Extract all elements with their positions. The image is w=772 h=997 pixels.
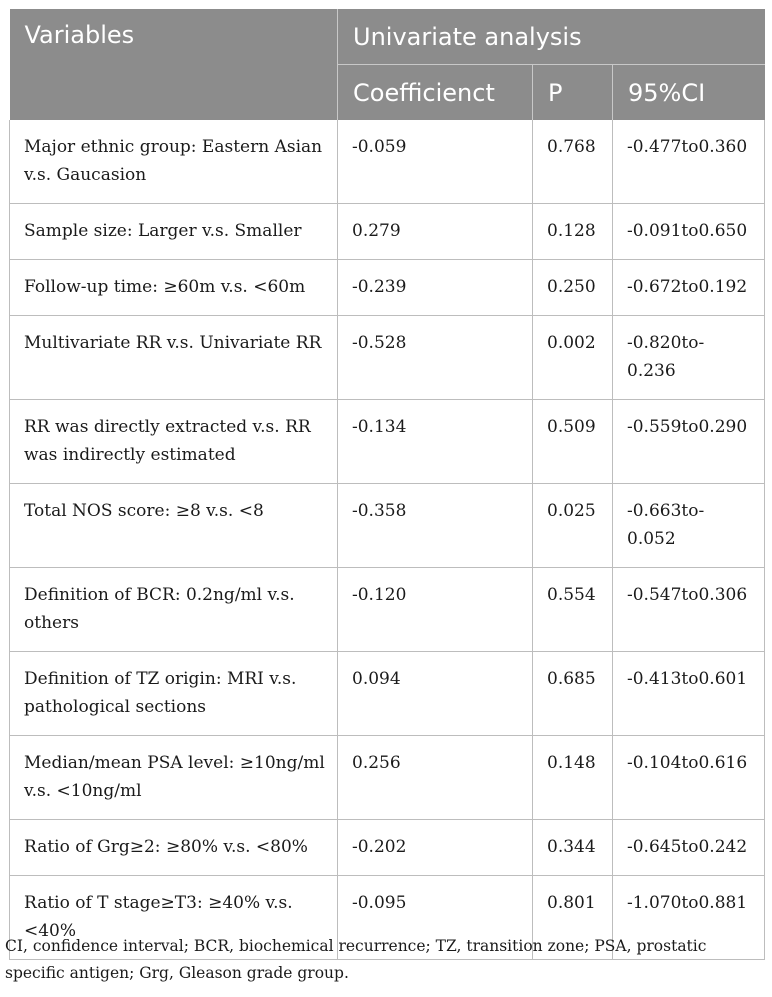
- table-row: [10, 316, 765, 400]
- table-row: [10, 820, 765, 876]
- table-body: [10, 120, 765, 960]
- cell-ci: -0.413to0.601: [613, 652, 765, 736]
- cell-coefficient: 0.256: [338, 736, 533, 820]
- cell-coefficient: -0.239: [338, 260, 533, 316]
- cell-ci: -0.820to-0.236: [613, 316, 765, 400]
- cell-variable: Ratio of Grg≥2: ≥80% v.s. <80%: [10, 820, 338, 876]
- header-p: P: [533, 65, 613, 121]
- table-row: [10, 484, 765, 568]
- cell-p: 0.801: [533, 876, 613, 960]
- cell-p: 0.250: [533, 260, 613, 316]
- cell-p: 0.554: [533, 568, 613, 652]
- table-footnote: CI, confidence interval; BCR, biochemical recurrence; TZ, transition zone; PSA, prostatic specific antigen; Grg, Gleason grade group.: [5, 937, 707, 982]
- table-row: [10, 652, 765, 736]
- cell-ci: -1.070to0.881: [613, 876, 765, 960]
- table-row: [10, 568, 765, 652]
- cell-variable: Major ethnic group: Eastern Asian v.s. Gaucasion: [10, 120, 338, 204]
- cell-p: 0.002: [533, 316, 613, 400]
- cell-ci: -0.645to0.242: [613, 820, 765, 876]
- cell-variable: Sample size: Larger v.s. Smaller: [10, 204, 338, 260]
- cell-coefficient: -0.528: [338, 316, 533, 400]
- cell-variable: Definition of BCR: 0.2ng/ml v.s. others: [10, 568, 338, 652]
- cell-coefficient: -0.134: [338, 400, 533, 484]
- table-row: [10, 260, 765, 316]
- cell-ci: -0.547to0.306: [613, 568, 765, 652]
- cell-ci: -0.672to0.192: [613, 260, 765, 316]
- cell-coefficient: -0.202: [338, 820, 533, 876]
- cell-coefficient: -0.358: [338, 484, 533, 568]
- cell-p: 0.148: [533, 736, 613, 820]
- cell-coefficient: -0.095: [338, 876, 533, 960]
- cell-coefficient: 0.094: [338, 652, 533, 736]
- cell-p: 0.509: [533, 400, 613, 484]
- cell-ci: -0.104to0.616: [613, 736, 765, 820]
- header-variables: Variables: [10, 9, 338, 120]
- cell-p: 0.025: [533, 484, 613, 568]
- header-univariate-analysis: Univariate analysis: [338, 9, 765, 65]
- cell-variable: Follow-up time: ≥60m v.s. <60m: [10, 260, 338, 316]
- cell-variable: Multivariate RR v.s. Univariate RR: [10, 316, 338, 400]
- cell-ci: -0.663to-0.052: [613, 484, 765, 568]
- cell-variable: Ratio of T stage≥T3: ≥40% v.s. <40%: [10, 876, 338, 960]
- cell-p: 0.768: [533, 120, 613, 204]
- cell-coefficient: 0.279: [338, 204, 533, 260]
- cell-p: 0.128: [533, 204, 613, 260]
- header-ci: 95%CI: [613, 65, 765, 121]
- cell-variable: Definition of TZ origin: MRI v.s. pathological sections: [10, 652, 338, 736]
- cell-coefficient: -0.059: [338, 120, 533, 204]
- table-row: [10, 736, 765, 820]
- cell-p: 0.344: [533, 820, 613, 876]
- table-row: [10, 204, 765, 260]
- cell-variable: RR was directly extracted v.s. RR was indirectly estimated: [10, 400, 338, 484]
- table-row: [10, 120, 765, 204]
- cell-coefficient: -0.120: [338, 568, 533, 652]
- cell-variable: Total NOS score: ≥8 v.s. <8: [10, 484, 338, 568]
- table-header: [10, 9, 765, 120]
- cell-ci: -0.091to0.650: [613, 204, 765, 260]
- cell-p: 0.685: [533, 652, 613, 736]
- table-row: [10, 400, 765, 484]
- cell-ci: -0.559to0.290: [613, 400, 765, 484]
- cell-variable: Median/mean PSA level: ≥10ng/ml v.s. <10ng/ml: [10, 736, 338, 820]
- header-coefficient: Coefficienct: [338, 65, 533, 121]
- regression-table-container: [9, 9, 764, 960]
- univariate-analysis-table: [9, 9, 765, 960]
- cell-ci: -0.477to0.360: [613, 120, 765, 204]
